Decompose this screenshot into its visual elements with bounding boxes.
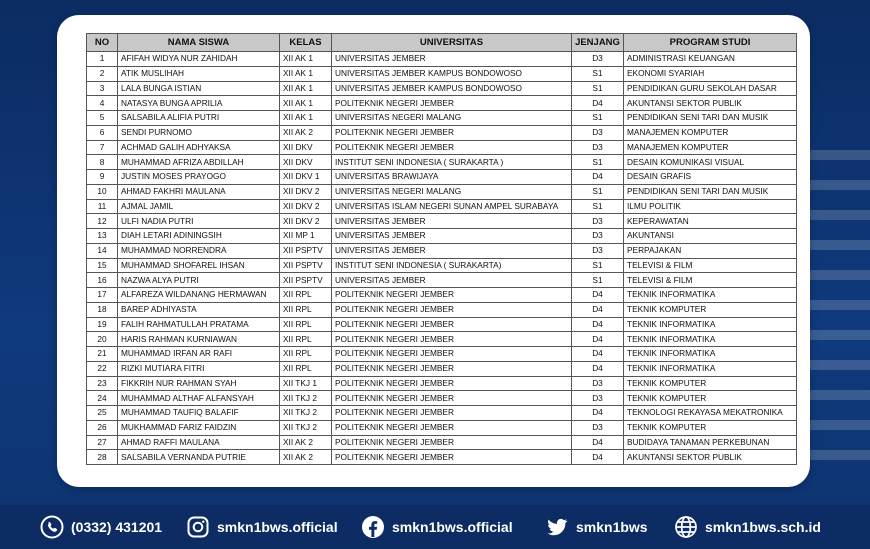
table-row xyxy=(87,391,797,406)
cell-kelas: XII TKJ 2 xyxy=(280,406,332,421)
cell-program-studi: PENDIDIKAN SENI TARI DAN MUSIK xyxy=(624,184,797,199)
cell-program-studi: BUDIDAYA TANAMAN PERKEBUNAN xyxy=(624,435,797,450)
cell-kelas: XII DKV xyxy=(280,155,332,170)
cell-jenjang: D4 xyxy=(572,288,624,303)
table-row xyxy=(87,52,797,67)
cell-program-studi: TEKNIK KOMPUTER xyxy=(624,420,797,435)
cell-kelas: XII RPL xyxy=(280,317,332,332)
cell-universitas: UNIVERSITAS JEMBER KAMPUS BONDOWOSO xyxy=(332,66,572,81)
cell-nama-siswa: AHMAD RAFFI MAULANA xyxy=(118,435,280,450)
cell-program-studi: AKUNTANSI xyxy=(624,229,797,244)
cell-no: 26 xyxy=(87,420,118,435)
phone-text: (0332) 431201 xyxy=(71,519,163,535)
cell-jenjang: D3 xyxy=(572,229,624,244)
cell-jenjang: S1 xyxy=(572,258,624,273)
footer-instagram[interactable] xyxy=(186,505,338,549)
cell-kelas: XII PSPTV xyxy=(280,273,332,288)
cell-nama-siswa: SENDI PURNOMO xyxy=(118,125,280,140)
cell-program-studi: PENDIDIKAN GURU SEKOLAH DASAR xyxy=(624,81,797,96)
table-row xyxy=(87,302,797,317)
footer-bar xyxy=(0,505,870,549)
cell-universitas: UNIVERSITAS NEGERI MALANG xyxy=(332,111,572,126)
cell-universitas: POLITEKNIK NEGERI JEMBER xyxy=(332,376,572,391)
cell-kelas: XII DKV 2 xyxy=(280,214,332,229)
cell-nama-siswa: MUHAMMAD TAUFIQ BALAFIF xyxy=(118,406,280,421)
cell-no: 13 xyxy=(87,229,118,244)
cell-universitas: UNIVERSITAS JEMBER KAMPUS BONDOWOSO xyxy=(332,81,572,96)
cell-nama-siswa: ATIK MUSLIHAH xyxy=(118,66,280,81)
cell-program-studi: KEPERAWATAN xyxy=(624,214,797,229)
cell-no: 11 xyxy=(87,199,118,214)
table-row xyxy=(87,273,797,288)
table-row xyxy=(87,288,797,303)
table-row xyxy=(87,420,797,435)
table-row xyxy=(87,111,797,126)
table-row xyxy=(87,435,797,450)
cell-no: 25 xyxy=(87,406,118,421)
cell-nama-siswa: JUSTIN MOSES PRAYOGO xyxy=(118,170,280,185)
cell-nama-siswa: FIKKRIH NUR RAHMAN SYAH xyxy=(118,376,280,391)
cell-universitas: POLITEKNIK NEGERI JEMBER xyxy=(332,361,572,376)
cell-jenjang: D3 xyxy=(572,140,624,155)
cell-kelas: XII MP 1 xyxy=(280,229,332,244)
cell-universitas: POLITEKNIK NEGERI JEMBER xyxy=(332,288,572,303)
cell-kelas: XII PSPTV xyxy=(280,243,332,258)
header-kelas: KELAS xyxy=(280,34,332,52)
cell-no: 4 xyxy=(87,96,118,111)
cell-kelas: XII RPL xyxy=(280,288,332,303)
cell-universitas: POLITEKNIK NEGERI JEMBER xyxy=(332,406,572,421)
cell-jenjang: D3 xyxy=(572,52,624,67)
cell-nama-siswa: AHMAD FAKHRI MAULANA xyxy=(118,184,280,199)
cell-no: 8 xyxy=(87,155,118,170)
cell-nama-siswa: SALSABILA ALIFIA PUTRI xyxy=(118,111,280,126)
cell-jenjang: D4 xyxy=(572,302,624,317)
cell-nama-siswa: ULFI NADIA PUTRI xyxy=(118,214,280,229)
cell-nama-siswa: HARIS RAHMAN KURNIAWAN xyxy=(118,332,280,347)
cell-jenjang: D3 xyxy=(572,125,624,140)
cell-program-studi: DESAIN GRAFIS xyxy=(624,170,797,185)
cell-kelas: XII TKJ 2 xyxy=(280,420,332,435)
cell-kelas: XII TKJ 1 xyxy=(280,376,332,391)
table-row xyxy=(87,155,797,170)
cell-program-studi: TEKNIK INFORMATIKA xyxy=(624,361,797,376)
cell-no: 16 xyxy=(87,273,118,288)
facebook-text: smkn1bws.official xyxy=(392,519,513,535)
cell-jenjang: D4 xyxy=(572,347,624,362)
instagram-text: smkn1bws.official xyxy=(217,519,338,535)
cell-universitas: POLITEKNIK NEGERI JEMBER xyxy=(332,420,572,435)
footer-facebook[interactable] xyxy=(361,505,513,549)
cell-universitas: POLITEKNIK NEGERI JEMBER xyxy=(332,450,572,465)
cell-program-studi: DESAIN KOMUNIKASI VISUAL xyxy=(624,155,797,170)
cell-jenjang: D4 xyxy=(572,96,624,111)
cell-nama-siswa: MUHAMMAD SHOFAREL IHSAN xyxy=(118,258,280,273)
cell-no: 3 xyxy=(87,81,118,96)
table-row xyxy=(87,81,797,96)
footer-website[interactable] xyxy=(674,505,821,549)
facebook-icon xyxy=(361,515,385,539)
cell-nama-siswa: ALFAREZA WILDANANG HERMAWAN xyxy=(118,288,280,303)
cell-nama-siswa: FALIH RAHMATULLAH PRATAMA xyxy=(118,317,280,332)
cell-program-studi: PENDIDIKAN SENI TARI DAN MUSIK xyxy=(624,111,797,126)
cell-jenjang: D4 xyxy=(572,170,624,185)
cell-jenjang: S1 xyxy=(572,111,624,126)
cell-kelas: XII RPL xyxy=(280,361,332,376)
cell-universitas: UNIVERSITAS BRAWIJAYA xyxy=(332,170,572,185)
cell-universitas: UNIVERSITAS NEGERI MALANG xyxy=(332,184,572,199)
cell-nama-siswa: NATASYA BUNGA APRILIA xyxy=(118,96,280,111)
cell-nama-siswa: MUHAMMAD IRFAN AR RAFI xyxy=(118,347,280,362)
cell-nama-siswa: AFIFAH WIDYA NUR ZAHIDAH xyxy=(118,52,280,67)
cell-nama-siswa: ACHMAD GALIH ADHYAKSA xyxy=(118,140,280,155)
cell-program-studi: AKUNTANSI SEKTOR PUBLIK xyxy=(624,96,797,111)
table-row xyxy=(87,199,797,214)
cell-program-studi: ADMINISTRASI KEUANGAN xyxy=(624,52,797,67)
cell-program-studi: TELEVISI & FILM xyxy=(624,258,797,273)
cell-kelas: XII AK 2 xyxy=(280,125,332,140)
cell-no: 10 xyxy=(87,184,118,199)
cell-no: 1 xyxy=(87,52,118,67)
header-jenjang: JENJANG xyxy=(572,34,624,52)
cell-program-studi: AKUNTANSI SEKTOR PUBLIK xyxy=(624,450,797,465)
twitter-text: smkn1bws xyxy=(576,519,648,535)
phone-icon xyxy=(40,515,64,539)
table-row xyxy=(87,347,797,362)
cell-kelas: XII DKV 2 xyxy=(280,184,332,199)
cell-kelas: XII DKV 1 xyxy=(280,170,332,185)
cell-nama-siswa: NAZWA ALYA PUTRI xyxy=(118,273,280,288)
header-nama-siswa: NAMA SISWA xyxy=(118,34,280,52)
cell-nama-siswa: SALSABILA VERNANDA PUTRIE xyxy=(118,450,280,465)
cell-nama-siswa: LALA BUNGA ISTIAN xyxy=(118,81,280,96)
cell-nama-siswa: MUHAMMAD NORRENDRA xyxy=(118,243,280,258)
cell-universitas: UNIVERSITAS JEMBER xyxy=(332,273,572,288)
cell-program-studi: TEKNOLOGI REKAYASA MEKATRONIKA xyxy=(624,406,797,421)
cell-kelas: XII RPL xyxy=(280,302,332,317)
cell-no: 22 xyxy=(87,361,118,376)
footer-phone[interactable] xyxy=(40,505,162,549)
cell-no: 18 xyxy=(87,302,118,317)
cell-universitas: UNIVERSITAS JEMBER xyxy=(332,52,572,67)
table-row xyxy=(87,332,797,347)
table-row xyxy=(87,170,797,185)
cell-jenjang: S1 xyxy=(572,199,624,214)
cell-jenjang: D4 xyxy=(572,406,624,421)
cell-kelas: XII AK 1 xyxy=(280,52,332,67)
cell-jenjang: S1 xyxy=(572,155,624,170)
table-row xyxy=(87,258,797,273)
cell-nama-siswa: MUHAMMAD ALTHAF ALFANSYAH xyxy=(118,391,280,406)
cell-universitas: UNIVERSITAS JEMBER xyxy=(332,214,572,229)
cell-universitas: POLITEKNIK NEGERI JEMBER xyxy=(332,391,572,406)
cell-jenjang: S1 xyxy=(572,184,624,199)
cell-kelas: XII AK 1 xyxy=(280,96,332,111)
cell-universitas: POLITEKNIK NEGERI JEMBER xyxy=(332,96,572,111)
cell-kelas: XII DKV xyxy=(280,140,332,155)
cell-jenjang: D4 xyxy=(572,317,624,332)
cell-universitas: POLITEKNIK NEGERI JEMBER xyxy=(332,302,572,317)
cell-no: 2 xyxy=(87,66,118,81)
table-row xyxy=(87,96,797,111)
header-no: NO xyxy=(87,34,118,52)
cell-jenjang: D4 xyxy=(572,332,624,347)
cell-program-studi: ILMU POLITIK xyxy=(624,199,797,214)
cell-program-studi: TEKNIK INFORMATIKA xyxy=(624,332,797,347)
table-row xyxy=(87,214,797,229)
cell-jenjang: D4 xyxy=(572,450,624,465)
table-row xyxy=(87,450,797,465)
cell-no: 17 xyxy=(87,288,118,303)
cell-kelas: XII AK 1 xyxy=(280,81,332,96)
cell-program-studi: MANAJEMEN KOMPUTER xyxy=(624,125,797,140)
cell-universitas: POLITEKNIK NEGERI JEMBER xyxy=(332,140,572,155)
cell-jenjang: D4 xyxy=(572,435,624,450)
cell-no: 6 xyxy=(87,125,118,140)
cell-jenjang: D3 xyxy=(572,243,624,258)
cell-no: 27 xyxy=(87,435,118,450)
cell-jenjang: D4 xyxy=(572,361,624,376)
cell-universitas: INSTITUT SENI INDONESIA ( SURAKARTA) xyxy=(332,258,572,273)
cell-no: 28 xyxy=(87,450,118,465)
table-row xyxy=(87,66,797,81)
cell-nama-siswa: AJMAL JAMIL xyxy=(118,199,280,214)
cell-kelas: XII AK 1 xyxy=(280,66,332,81)
website-text: smkn1bws.sch.id xyxy=(705,519,821,535)
globe-icon xyxy=(674,515,698,539)
cell-program-studi: TEKNIK INFORMATIKA xyxy=(624,347,797,362)
cell-jenjang: S1 xyxy=(572,81,624,96)
cell-program-studi: MANAJEMEN KOMPUTER xyxy=(624,140,797,155)
cell-program-studi: TEKNIK KOMPUTER xyxy=(624,376,797,391)
cell-program-studi: TEKNIK KOMPUTER xyxy=(624,391,797,406)
cell-universitas: UNIVERSITAS JEMBER xyxy=(332,229,572,244)
cell-jenjang: S1 xyxy=(572,273,624,288)
cell-program-studi: TEKNIK KOMPUTER xyxy=(624,302,797,317)
cell-kelas: XII AK 2 xyxy=(280,435,332,450)
cell-no: 14 xyxy=(87,243,118,258)
cell-kelas: XII AK 2 xyxy=(280,450,332,465)
cell-program-studi: PERPAJAKAN xyxy=(624,243,797,258)
cell-kelas: XII RPL xyxy=(280,332,332,347)
cell-universitas: POLITEKNIK NEGERI JEMBER xyxy=(332,317,572,332)
table-row xyxy=(87,229,797,244)
cell-no: 7 xyxy=(87,140,118,155)
cell-no: 20 xyxy=(87,332,118,347)
cell-jenjang: D3 xyxy=(572,391,624,406)
header-universitas: UNIVERSITAS xyxy=(332,34,572,52)
cell-kelas: XII AK 1 xyxy=(280,111,332,126)
cell-program-studi: TEKNIK INFORMATIKA xyxy=(624,317,797,332)
cell-no: 12 xyxy=(87,214,118,229)
table-row xyxy=(87,376,797,391)
table-row xyxy=(87,125,797,140)
student-table xyxy=(86,33,797,465)
cell-universitas: POLITEKNIK NEGERI JEMBER xyxy=(332,125,572,140)
cell-jenjang: S1 xyxy=(572,66,624,81)
cell-program-studi: TELEVISI & FILM xyxy=(624,273,797,288)
table-row xyxy=(87,406,797,421)
cell-nama-siswa: RIZKI MUTIARA FITRI xyxy=(118,361,280,376)
cell-jenjang: D3 xyxy=(572,420,624,435)
cell-no: 9 xyxy=(87,170,118,185)
cell-kelas: XII RPL xyxy=(280,347,332,362)
table-row xyxy=(87,140,797,155)
cell-no: 23 xyxy=(87,376,118,391)
cell-kelas: XII DKV 2 xyxy=(280,199,332,214)
table-row xyxy=(87,317,797,332)
cell-jenjang: D3 xyxy=(572,376,624,391)
cell-universitas: POLITEKNIK NEGERI JEMBER xyxy=(332,435,572,450)
table-row xyxy=(87,243,797,258)
cell-nama-siswa: MUKHAMMAD FARIZ FAIDZIN xyxy=(118,420,280,435)
cell-nama-siswa: BAREP ADHIYASTA xyxy=(118,302,280,317)
header-program-studi: PROGRAM STUDI xyxy=(624,34,797,52)
cell-no: 5 xyxy=(87,111,118,126)
cell-program-studi: EKONOMI SYARIAH xyxy=(624,66,797,81)
cell-nama-siswa: MUHAMMAD AFRIZA ABDILLAH xyxy=(118,155,280,170)
cell-kelas: XII TKJ 2 xyxy=(280,391,332,406)
instagram-icon xyxy=(186,515,210,539)
twitter-icon xyxy=(545,515,569,539)
footer-twitter[interactable] xyxy=(545,505,648,549)
table-header-row xyxy=(87,34,797,52)
cell-jenjang: D3 xyxy=(572,214,624,229)
cell-universitas: INSTITUT SENI INDONESIA ( SURAKARTA ) xyxy=(332,155,572,170)
cell-no: 24 xyxy=(87,391,118,406)
cell-no: 15 xyxy=(87,258,118,273)
cell-no: 21 xyxy=(87,347,118,362)
table-body xyxy=(87,52,797,465)
cell-kelas: XII PSPTV xyxy=(280,258,332,273)
cell-nama-siswa: DIAH LETARI ADININGSIH xyxy=(118,229,280,244)
cell-program-studi: TEKNIK INFORMATIKA xyxy=(624,288,797,303)
cell-universitas: POLITEKNIK NEGERI JEMBER xyxy=(332,347,572,362)
cell-universitas: UNIVERSITAS ISLAM NEGERI SUNAN AMPEL SURABAYA xyxy=(332,199,572,214)
cell-universitas: UNIVERSITAS JEMBER xyxy=(332,243,572,258)
table-row xyxy=(87,361,797,376)
cell-no: 19 xyxy=(87,317,118,332)
table-row xyxy=(87,184,797,199)
cell-universitas: POLITEKNIK NEGERI JEMBER xyxy=(332,332,572,347)
